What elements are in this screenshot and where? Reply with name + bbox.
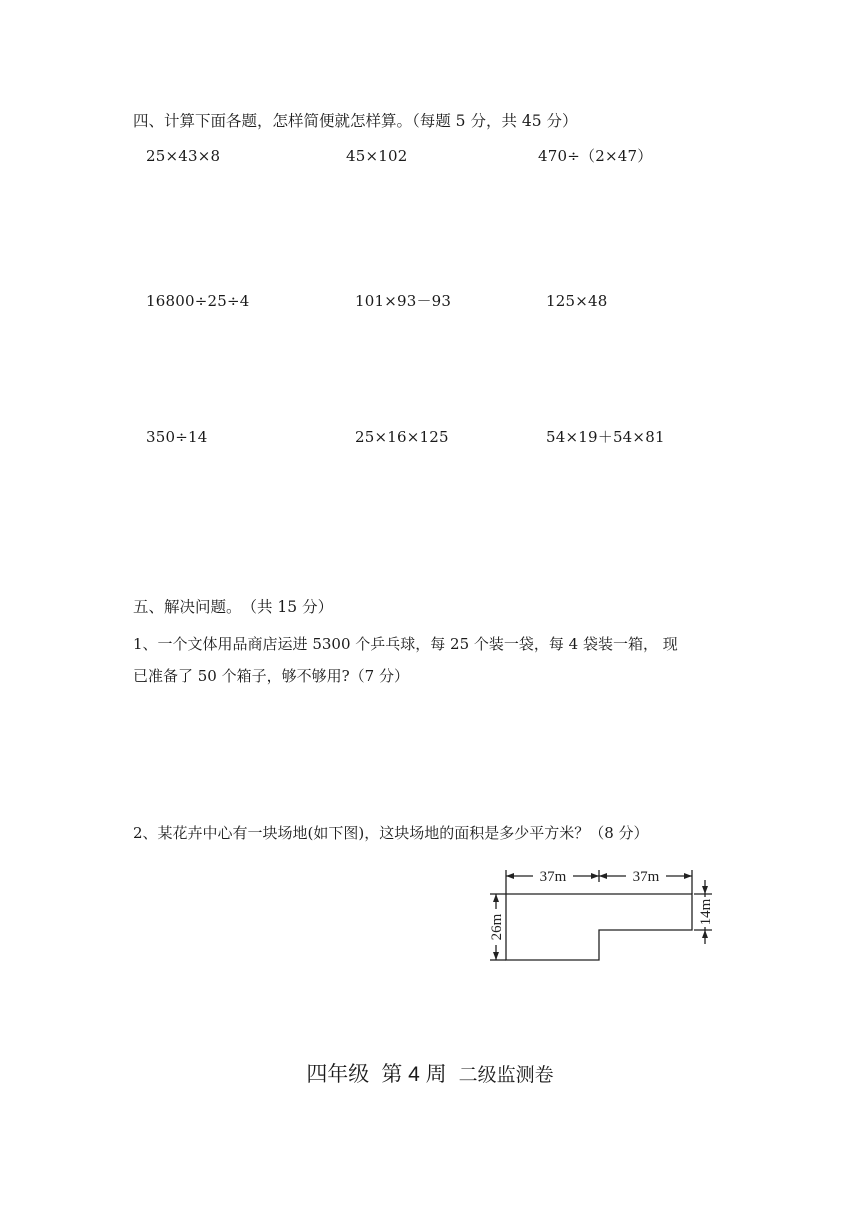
problem-4: 16800÷25÷4: [146, 292, 250, 310]
problem-3: 470÷（2×47）: [538, 147, 653, 165]
footer-title: 二级监测卷: [458, 1064, 554, 1086]
problem-6: 125×48: [546, 292, 608, 310]
question-1-line-2: 已准备了 50 个箱子，够不够用?（7 分）: [133, 667, 409, 685]
question-1-line-1: 1、一个文体用品商店运进 5300 个乒乓球，每 25 个装一袋，每 4 袋装一箱， 现: [133, 635, 678, 653]
top-right-length-label: 37m: [632, 869, 660, 885]
problem-5: 101×93－93: [355, 292, 452, 310]
question-2: 2、某花卉中心有一块场地(如下图)，这块场地的面积是多少平方米？（8 分）: [133, 824, 649, 842]
problem-9: 54×19＋54×81: [546, 428, 665, 446]
page-footer: [0, 1058, 860, 1088]
problem-7: 350÷14: [146, 428, 208, 446]
left-height-label: 26m: [489, 913, 505, 941]
problem-1: 25×43×8: [146, 147, 221, 165]
footer-week: 第 4 周: [381, 1063, 447, 1086]
right-height-label: 14m: [698, 898, 714, 926]
field-diagram: [478, 866, 728, 970]
problem-8: 25×16×125: [355, 428, 449, 446]
section5-heading: 五、解决问题。 （共 15 分）: [133, 598, 334, 616]
section4-heading: 四、计算下面各题，怎样简便就怎样算。（每题 5 分，共 45 分）: [133, 112, 578, 130]
problem-2: 45×102: [346, 147, 408, 165]
field-outline: [506, 894, 692, 960]
footer-grade: 四年级: [306, 1062, 370, 1086]
top-left-length-label: 37m: [539, 869, 567, 885]
